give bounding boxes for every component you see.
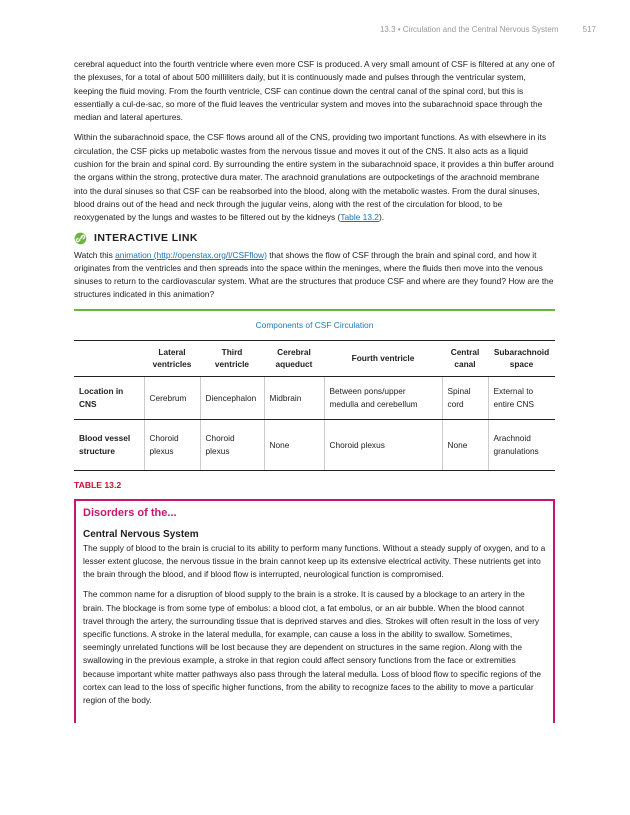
table-cell: Between pons/upper medulla and cerebellum [324, 376, 442, 419]
paragraph-2-text: Within the subarachnoid space, the CSF flows around all of the CNS, providing two important functions. As with elsewhere in its circulation, the CSF picks up metabolic wastes from the nervous tissue and moves it out of the CNS. It also acts as a liquid cushion for the brain and spinal cord. By surrounding the entire system in the subarachnoid space, it provides a thin buffer around the organs within the strong, protective dura mater. The arachnoid granulations are outpocketings of the arachnoid membrane into the dural sinuses so that CSF can be reabsorbed into the blood, along with the metabolic wastes. From the dural sinuses, blood drains out of the head and neck through the jugular veins, along with the rest of the circulation for blood, to be reoxygenated by the lungs and wastes to be filtered out by the kidneys ( [74, 132, 554, 223]
header-cell-blank [74, 340, 144, 376]
table-header-row [74, 340, 555, 376]
animation-link[interactable]: animation (http://openstax.org/l/CSFflow) [115, 249, 267, 260]
header-cell-cerebral-aqueduct: Cerebral aqueduct [264, 340, 324, 376]
table-cell: Spinal cord [442, 376, 488, 419]
table-caption: Components of CSF Circulation [255, 319, 374, 330]
table-cell: None [442, 419, 488, 470]
header-cell-subarachnoid-space: Subarachnoid space [488, 340, 555, 376]
paragraph-1: cerebral aqueduct into the fourth ventricle where even more CSF is produced. A very small amount of CSF is filtered at any one of the plexuses, for a total of about 500 milliliters daily, but it is continuously made and pulses through the ventricular system, keeping the fluid moving. From the fourth ventricle, CSF can continue down the central canal of the spinal cord, but this is essentially a cul-de-sac, so more of the fluid leaves the ventricular system and moves into the subarachnoid space through the median and lateral apertures. [74, 59, 555, 123]
header-cell-lateral-ventricles: Lateral ventricles [144, 340, 200, 376]
paragraph-2 [74, 131, 555, 224]
table-row [74, 419, 555, 470]
interactive-link-text [74, 249, 555, 302]
disorders-subtitle: Central Nervous System [83, 528, 199, 540]
page-number: 517 [582, 25, 596, 34]
interactive-text-after: that shows the flow of CSF through the brain and spinal cord, and how it originates from the ventricles and then spreads into the space within the meninges, where the fluids then move into the venous sinuses to return to the cardiovascular system. What are the structures that produce CSF and where are they found? How are the structures indicated in this animation? [74, 249, 554, 300]
table-cell: None [264, 419, 324, 470]
disorders-paragraph-1: The supply of blood to the brain is crucial to its ability to perform many functions. Without a steady supply of oxygen, and to a lesser extent glucose, the nervous tissue in the brain cannot keep up its extensive electrical activity. These nutrients get into the brain through the blood, and if blood flow is interrupted, neurological function is compromised. [83, 542, 546, 580]
table-cell: Choroid plexus [144, 419, 200, 470]
row-header-location: Location in CNS [74, 376, 144, 419]
interactive-link-header [74, 232, 555, 245]
interactive-text-before: Watch this [74, 249, 116, 260]
interactive-link-title: INTERACTIVE LINK [94, 232, 198, 245]
csf-components-table [74, 340, 555, 471]
table-row [74, 376, 555, 419]
table-cell: Midbrain [264, 376, 324, 419]
header-cell-fourth-ventricle: Fourth ventricle [324, 340, 442, 376]
table-reference-link[interactable]: Table 13.2 [340, 212, 379, 223]
header-cell-central-canal: Central canal [442, 340, 488, 376]
disorders-paragraph-2: The common name for a disruption of blood supply to the brain is a stroke. It is caused by a blockage to an artery in the brain. The blockage is from some type of embolus: a blood clot, a fat embolus, or an air bubble. When the blood cannot travel through the artery, the surrounding tissue that is deprived starves and dies. Strokes will often result in the loss of very specific functions. A stroke in the lateral medulla, for example, can cause a loss in the ability to swallow. Sometimes, seemingly unrelated functions will be lost because they are dependent on structures in the same region. Along with the swallowing in the previous example, a stroke in that region could affect sensory functions from the face or extremities because important white matter pathways also pass through the lateral medulla. Loss of blood flow to specific regions of the cortex can lead to the loss of specific higher functions, from the ability to recognize faces to the ability to move a particular region of the body. [83, 589, 542, 705]
disorders-title: Disorders of the... [83, 506, 177, 519]
table-cell: Choroid plexus [324, 419, 442, 470]
disorders-feature-box [74, 499, 555, 723]
table-cell: External to entire CNS [488, 376, 555, 419]
running-header [380, 25, 596, 34]
header-cell-third-ventricle: Third ventricle [200, 340, 264, 376]
table-label: TABLE 13.2 [74, 479, 122, 490]
table-cell: Choroid plexus [200, 419, 264, 470]
section-title: 13.3 • Circulation and the Central Nervous System [379, 25, 559, 34]
table-cell: Diencephalon [200, 376, 264, 419]
main-content [74, 58, 555, 723]
table-cell: Cerebrum [144, 376, 200, 419]
interactive-link-icon [74, 232, 87, 245]
row-header-blood-vessel: Blood vessel structure [74, 419, 144, 470]
section-divider [74, 309, 555, 311]
table-cell: Arachnoid granulations [488, 419, 555, 470]
paragraph-2-end: ). [378, 212, 385, 223]
